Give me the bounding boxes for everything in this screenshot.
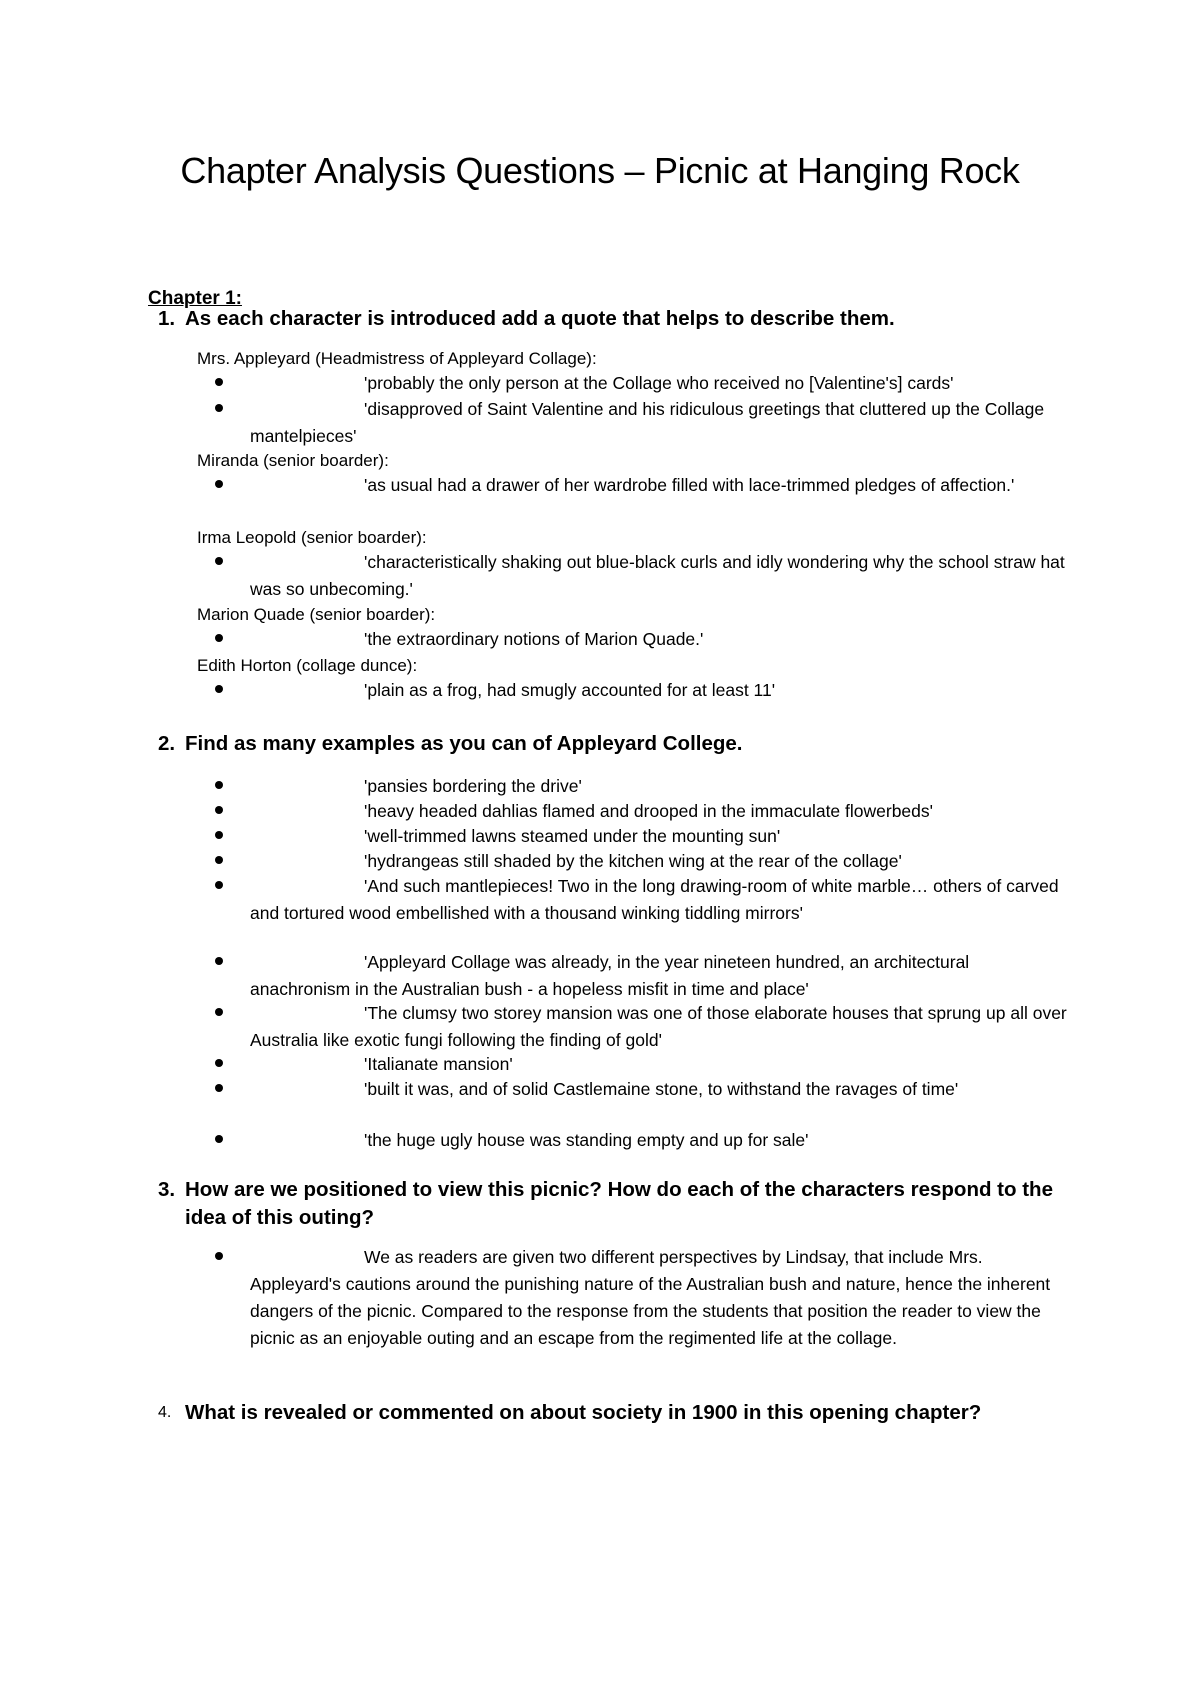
question-number: 3. xyxy=(158,1178,176,1201)
quote-text: 'well-trimmed lawns steamed under the mounting sun' xyxy=(364,826,781,846)
bullet-icon xyxy=(215,1135,223,1143)
quote-text: 'probably the only person at the Collage who received no [Valentine's] cards' xyxy=(364,373,954,393)
quote-text: 'And such mantlepieces! Two in the long drawing-room of white marble… others of carved and tortured wood embellished with a thousand winking tiddling mirrors' xyxy=(250,876,1059,923)
question-text: Find as many examples as you can of Appleyard College. xyxy=(185,732,743,755)
bullet-icon xyxy=(215,685,223,693)
quote-text: 'disapproved of Saint Valentine and his ridiculous greetings that cluttered up the Collage mantelpieces' xyxy=(250,399,1045,446)
question-number: 1. xyxy=(158,307,176,330)
bullet-icon xyxy=(215,1252,223,1260)
question-2 xyxy=(158,730,743,758)
answer-text: We as readers are given two different perspectives by Lindsay, that include Mrs. Appleyard's cautions around the punishing nature of the Australian bush and nature, hence the inherent dangers of the picnic. Compared to the response from the students that position the reader to view the picnic as an enjoyable outing and an escape from the regimented life at the collage. xyxy=(250,1247,1051,1348)
bullet-icon xyxy=(215,634,223,642)
character-name: Mrs. Appleyard (Headmistress of Appleyard Collage): xyxy=(197,349,597,368)
bullet-icon xyxy=(215,831,223,839)
character-name: Miranda (senior boarder): xyxy=(197,451,389,470)
character-name: Marion Quade (senior boarder): xyxy=(197,605,436,624)
bullet-icon xyxy=(215,557,223,565)
quote-text: 'as usual had a drawer of her wardrobe filled with lace-trimmed pledges of affection.' xyxy=(364,475,1015,495)
question-text: How are we positioned to view this picnic? How do each of the characters respond to the idea of this outing? xyxy=(185,1178,1053,1229)
quote-text: 'hydrangeas still shaded by the kitchen wing at the rear of the collage' xyxy=(364,851,902,871)
chapter-heading: Chapter 1: xyxy=(148,288,242,309)
character-name: Edith Horton (collage dunce): xyxy=(197,656,418,675)
bullet-icon xyxy=(215,856,223,864)
quote-text: 'Italianate mansion' xyxy=(364,1054,513,1074)
bullet-icon xyxy=(215,1059,223,1067)
question-number: 4. xyxy=(158,1404,172,1421)
bullet-icon xyxy=(215,781,223,789)
bullet-icon xyxy=(215,1008,223,1016)
question-3 xyxy=(158,1176,1065,1232)
question-4 xyxy=(158,1399,982,1427)
quote-text: 'heavy headed dahlias flamed and drooped in the immaculate flowerbeds' xyxy=(364,801,933,821)
bullet-icon xyxy=(215,1084,223,1092)
bullet-icon xyxy=(215,480,223,488)
question-number: 2. xyxy=(158,732,176,755)
bullet-icon xyxy=(215,378,223,386)
bullet-icon xyxy=(215,806,223,814)
quote-text: 'characteristically shaking out blue-black curls and idly wondering why the school straw hat was so unbecoming.' xyxy=(250,552,1065,599)
question-text: What is revealed or commented on about society in 1900 in this opening chapter? xyxy=(185,1401,982,1424)
bullet-icon xyxy=(215,957,223,965)
quote-text: 'built it was, and of solid Castlemaine stone, to withstand the ravages of time' xyxy=(364,1079,959,1099)
bullet-icon xyxy=(215,404,223,412)
page-title: Chapter Analysis Questions – Picnic at Hanging Rock xyxy=(180,150,1020,191)
question-1 xyxy=(158,305,895,333)
bullet-icon xyxy=(215,881,223,889)
question-text: As each character is introduced add a quote that helps to describe them. xyxy=(185,307,895,330)
quote-text: 'The clumsy two storey mansion was one of those elaborate houses that sprung up all over Australia like exotic fungi following the finding of gold' xyxy=(250,1003,1067,1050)
quote-text: 'Appleyard Collage was already, in the year nineteen hundred, an architectural anachronism in the Australian bush - a hopeless misfit in time and place' xyxy=(250,952,970,999)
quote-text: 'pansies bordering the drive' xyxy=(364,776,582,796)
quote-text: 'the extraordinary notions of Marion Quade.' xyxy=(364,629,704,649)
character-name: Irma Leopold (senior boarder): xyxy=(197,528,427,547)
quote-text: 'the huge ugly house was standing empty and up for sale' xyxy=(364,1130,809,1150)
quote-text: 'plain as a frog, had smugly accounted for at least 11' xyxy=(364,680,776,700)
